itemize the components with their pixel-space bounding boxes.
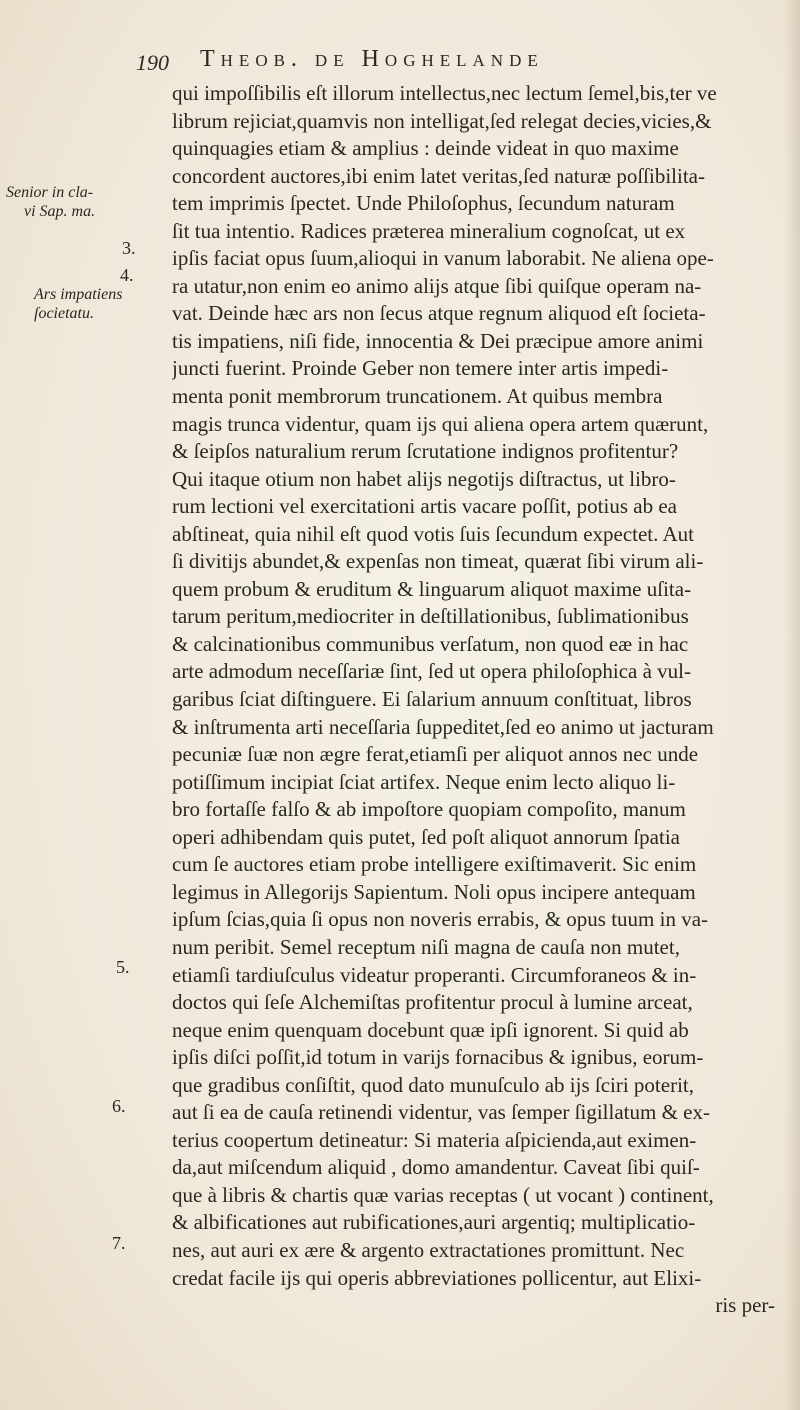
text-line: potiſſimum incipiat ſciat artifex. Neque enim lecto aliquo li- (172, 769, 676, 794)
margin-note-ars-2: ſocietatu. (34, 305, 94, 322)
text-line: pecuniæ ſuæ non ægre ferat,etiamſi per aliquot annos nec unde (172, 742, 699, 767)
text-line: aut ſi ea de cauſa retinendi videntur, vas ſemper ſigillatum & ex- (172, 1100, 710, 1125)
text-line: arte admodum neceſſariæ ſint, ſed ut opera philoſophica à vul- (172, 659, 692, 684)
text-line: bro fortaſſe falſo & ab impoſtore quopiam compoſito, manum (172, 797, 686, 822)
margin-number-3: 3. (122, 238, 136, 258)
text-line: ſit tua intentio. Radices præterea mineralium cognoſcat, ut ex (172, 218, 686, 243)
text-line: vat. Deinde hæc ars non ſecus atque regnum aliquod eſt ſocieta- (172, 301, 706, 326)
text-line: doctos qui ſeſe Alchemiſtas profitentur procul à lumine arceat, (172, 990, 693, 1015)
margin-note-ars-1: Ars impatiens (34, 286, 123, 303)
text-line: quem probum & eruditum & linguarum aliquot maxime uſita- (172, 576, 692, 601)
text-line: num peribit. Semel receptum niſi magna de cauſa non mutet, (172, 934, 680, 959)
text-line: ipſis diſci poſſit,id totum in varijs fornacibus & ignibus, eorum- (172, 1045, 704, 1070)
text-line: librum rejiciat,quamvis non intelligat,ſed relegat decies,vicies,& (172, 108, 712, 133)
margin-notes (0, 0, 180, 1410)
text-line: magis trunca videntur, quam ijs qui aliena opera artem quærunt, (172, 411, 709, 436)
text-line: abſtineat, quia nihil eſt quod votis ſuis ſecundum expectet. Aut (172, 521, 694, 546)
text-line: tem imprimis ſpectet. Unde Philoſophus, ſecundum naturam (172, 191, 675, 216)
text-line: neque enim quenquam docebunt quæ ipſi ignorent. Si quid ab (172, 1017, 689, 1042)
margin-number-6: 6. (112, 1096, 126, 1116)
text-line: cum ſe auctores etiam probe intelligere exiſtimaverit. Sic enim (172, 852, 697, 877)
text-line: menta ponit membrorum truncationem. At quibus membra (172, 384, 663, 409)
text-line: que à libris & chartis quæ varias receptas ( ut vocant ) continent, (172, 1182, 714, 1207)
body-text (172, 80, 787, 1320)
text-line: rum lectioni vel exercitationi artis vacare poſſit, potius ab ea (172, 494, 677, 519)
text-line: ra utatur,non enim eo animo alijs atque ſibi quiſque operam na- (172, 273, 702, 298)
catchword: ris per- (715, 1293, 775, 1318)
text-line: tarum peritum,mediocriter in deſtillationibus, ſublimationibus (172, 604, 689, 629)
text-line: & albificationes aut rubificationes,auri argentiq; multiplicatio- (172, 1210, 696, 1235)
margin-number-5: 5. (116, 957, 130, 977)
text-line: nes, aut auri ex ære & argento extractationes promittunt. Nec (172, 1237, 685, 1262)
margin-number-7: 7. (112, 1233, 126, 1253)
text-line: & inſtrumenta arti neceſſaria ſuppeditet,ſed eo animo ut jacturam (172, 714, 714, 739)
text-line: garibus ſciat diſtinguere. Ei ſalarium annuum conſtituat, libros (172, 687, 692, 712)
text-line: operi adhibendam quis putet, ſed poſt aliquot annorum ſpatia (172, 824, 680, 849)
text-line: ipſis faciat opus ſuum,alioqui in vanum laborabit. Ne aliena ope- (172, 246, 714, 271)
margin-note-senior-2: vi Sap. ma. (24, 203, 96, 220)
text-line: da,aut miſcendum aliquid , domo amandentur. Caveat ſibi quiſ- (172, 1155, 700, 1180)
running-head: Theob. de Hoghelande (200, 46, 544, 72)
text-line: ipſum ſcias,quia ſi opus non noveris errabis, & opus tuum in va- (172, 907, 709, 932)
text-line: Qui itaque otium non habet alijs negotijs diſtractus, ut libro- (172, 466, 676, 491)
text-line: terius coopertum detineatur: Si materia aſpicienda,aut eximen- (172, 1127, 697, 1152)
text-line: credat facile ijs qui operis abbreviationes pollicentur, aut Elixi- (172, 1265, 702, 1290)
text-line: legimus in Allegorijs Sapientum. Noli opus incipere antequam (172, 879, 696, 904)
text-line: que gradibus conſiſtit, quod dato munuſculo ab ijs ſciri poterit, (172, 1072, 694, 1097)
text-line: & ſeipſos naturalium rerum ſcrutatione indignos profitentur? (172, 439, 679, 464)
page-header (136, 44, 776, 80)
text-line: etiamſi tardiuſculus videatur properanti. Circumforaneos & in- (172, 962, 697, 987)
margin-note-senior-1: Senior in cla- (6, 184, 94, 201)
text-line: quinquagies etiam & amplius : deinde videat in quo maxime (172, 136, 679, 161)
text-line: ſi divitijs abundet,& expenſas non timeat, quærat ſibi virum ali- (172, 549, 704, 574)
text-line: qui impoſſibilis eſt illorum intellectus,nec lectum ſemel,bis,ter ve (172, 81, 717, 105)
text-line: concordent auctores,ibi enim latet veritas,ſed naturæ poſſibilita- (172, 163, 705, 188)
page-number: 190 (136, 50, 169, 75)
text-line: juncti fuerint. Proinde Geber non temere inter artis impedi- (172, 356, 669, 381)
margin-number-4: 4. (120, 265, 134, 285)
text-line: tis impatiens, niſi fide, innocentia & Dei præcipue amore animi (172, 328, 704, 353)
text-line: & calcinationibus communibus verſatum, non quod eæ in hac (172, 631, 689, 656)
